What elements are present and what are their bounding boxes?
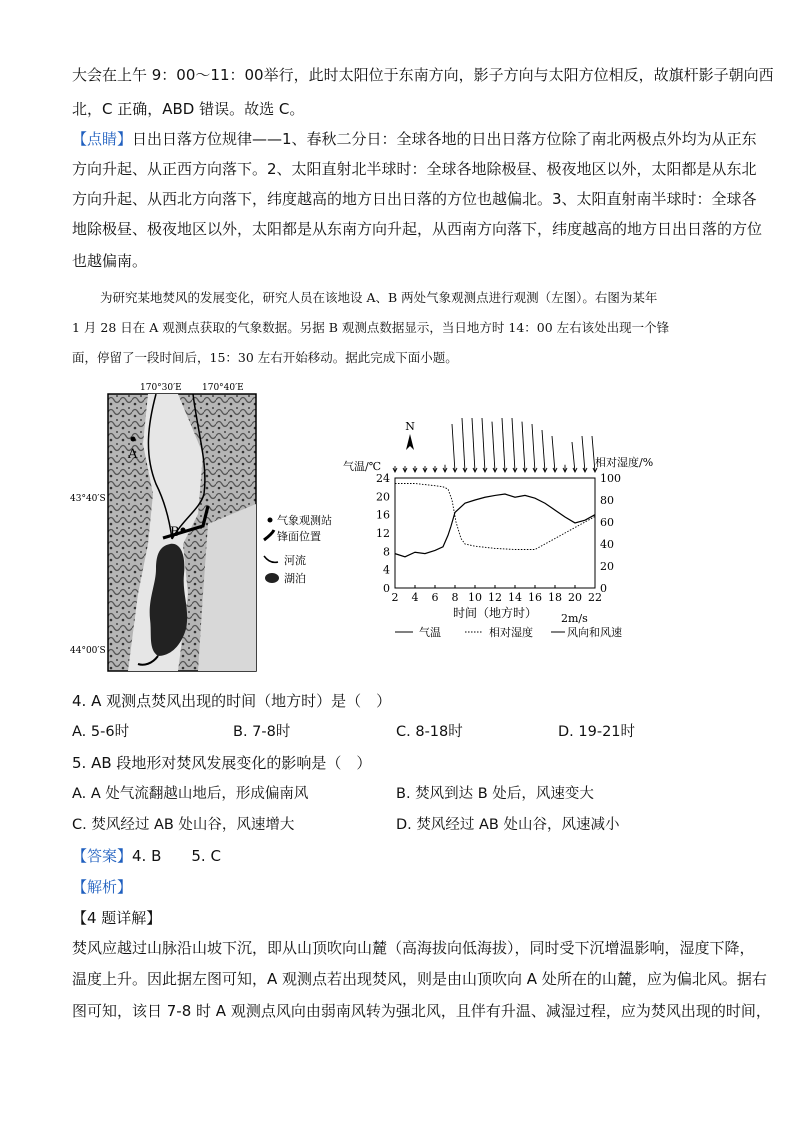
q5-option-d: D. 焚风经过 AB 处山谷，风速减小	[396, 817, 620, 833]
analysis-subtag: 【4 题详解】	[72, 909, 162, 927]
legend-river: 河流	[284, 554, 306, 567]
y-left-tick-label: 0	[383, 582, 390, 595]
q4-option-d: D. 19-21时	[558, 724, 636, 740]
answer-tag: 【答案】	[72, 847, 133, 865]
station-b-label: B	[170, 525, 180, 540]
y-right-tick-label: 0	[600, 582, 607, 595]
station-a	[131, 437, 136, 442]
wind-arrow	[592, 436, 595, 472]
y-right-tick-label: 40	[600, 538, 614, 551]
lon-label-2: 170°40′E	[202, 383, 244, 393]
x-tick-label: 20	[568, 591, 582, 604]
station-b	[181, 528, 186, 533]
x-tick-label: 8	[451, 591, 459, 604]
legend-river-symbol	[264, 556, 278, 562]
tip-tag: 【点睛】	[72, 130, 133, 148]
question-4-stem: 4. A 观测点焚风出现的时间（地方时）是（ ）	[72, 692, 392, 710]
y-right-label: 相对湿度/%	[595, 456, 654, 469]
wind-arrow	[572, 442, 575, 472]
lon-label-1: 170°30′E	[140, 383, 182, 393]
y-left-tick-label: 8	[383, 545, 390, 559]
question-5-stem: 5. AB 段地形对焚风发展变化的影响是（ ）	[72, 754, 372, 772]
intro-line: 1 月 28 日在 A 观测点获取的气象数据。另据 B 观测点数据显示，当日地方时 14：00 左右该处出现一个锋	[72, 320, 670, 335]
north-label: N	[405, 420, 415, 433]
x-tick-label: 12	[488, 591, 502, 604]
q4-option-a: A. 5-6时	[72, 724, 130, 740]
tip-text: 日出日落方位规律——1、春秋二分日：全球各地的日出日落方位除了南北两极点外均为从正东	[132, 130, 757, 148]
x-axis-label: 时间（地方时）	[452, 606, 538, 620]
y-right-tick-label: 100	[600, 472, 621, 485]
wind-arrow	[462, 418, 465, 472]
x-tick-label: 22	[588, 591, 602, 604]
y-left-tick-label: 12	[376, 527, 390, 540]
analysis-line: 焚风应越过山脉沿山坡下沉，即从山顶吹向山麓（高海拔向低海拔），同时受下沉增温影响，湿度下降，	[72, 939, 755, 957]
wind-arrow	[452, 424, 455, 472]
answer-line	[72, 845, 221, 867]
terrain-map	[70, 380, 270, 680]
tip-line	[72, 128, 757, 150]
legend-station: 气象观测站	[277, 514, 332, 527]
q5-option-c: C. 焚风经过 AB 处山谷，风速增大	[72, 817, 295, 833]
q5-option-a: A. A 处气流翻越山地后，形成偏南风	[72, 786, 309, 802]
lat-label-1: 43°40′S	[70, 494, 106, 504]
analysis-line: 图可知，该日 7-8 时 A 观测点风向由弱南风转为强北风，且伴有升温、减湿过程，应为焚风出现的时间，	[72, 1002, 771, 1020]
y-left-label: 气温/℃	[343, 460, 382, 473]
q4-option-c: C. 8-18时	[396, 724, 463, 740]
x-tick-label: 6	[431, 591, 439, 604]
text-line: 大会在上午 9：00～11：00举行，此时太阳位于东南方向，影子方向与太阳方位相反，故旗杆影子朝向西	[72, 66, 774, 84]
y-right-tick-label: 80	[600, 494, 614, 507]
x-tick-label: 10	[468, 591, 482, 604]
legend-front: 锋面位置	[277, 530, 321, 543]
x-tick-label: 4	[411, 591, 419, 604]
map-legend	[262, 512, 342, 592]
wind-arrow	[492, 422, 495, 472]
wind-arrow	[522, 422, 525, 472]
weather-chart	[340, 410, 660, 650]
y-left-tick-label: 4	[383, 563, 390, 577]
q5-option-b: B. 焚风到达 B 处后，风速变大	[396, 786, 594, 802]
legend-lake: 湖泊	[284, 572, 306, 585]
series-temperature-line	[395, 494, 595, 557]
wind-arrow	[512, 418, 515, 472]
legend-wind: 风向和风速	[567, 626, 622, 639]
answer-text: 4. B 5. C	[132, 847, 221, 865]
legend-temp: 气温	[419, 626, 441, 639]
wind-arrow	[542, 430, 545, 472]
tip-line: 地除极昼、极夜地区以外，太阳都是从东南方向升起，从西南方向落下，纬度越高的地方日出日落的方位	[72, 220, 763, 238]
y-right-tick-label: 20	[600, 560, 614, 573]
text-line: 北，C 正确，ABD 错误。故选 C。	[72, 100, 305, 118]
legend-humidity: 相对湿度	[489, 626, 533, 639]
wind-arrow	[502, 418, 505, 472]
q4-option-b: B. 7-8时	[233, 724, 291, 740]
north-arrow-icon	[406, 434, 414, 450]
y-left-tick-label: 24	[376, 472, 390, 485]
wind-arrow	[552, 436, 555, 472]
x-tick-label: 18	[548, 591, 562, 604]
wind-scale-label: 2m/s	[561, 612, 588, 625]
x-tick-label: 14	[508, 591, 522, 604]
y-left-tick-label: 20	[376, 490, 390, 504]
wind-arrow	[582, 436, 585, 472]
analysis-line: 温度上升。因此据左图可知，A 观测点若出现焚风，则是由山顶吹向 A 处所在的山麓，应为偏北风。据右	[72, 970, 767, 988]
wind-arrow	[472, 418, 475, 472]
wind-arrow	[532, 424, 535, 472]
y-left-tick-label: 16	[376, 508, 390, 522]
y-right-tick-label: 60	[600, 516, 614, 529]
x-tick-label: 16	[528, 591, 542, 604]
wind-arrow	[482, 418, 485, 472]
legend-front-symbol	[264, 530, 274, 540]
legend-station-symbol	[268, 518, 273, 523]
tip-line: 也越偏南。	[72, 252, 148, 270]
tip-line: 方向升起、从正西方向落下。2、太阳直射北半球时：全球各地除极昼、极夜地区以外，太阳都是从东北	[72, 160, 757, 178]
intro-line: 为研究某地焚风的发展变化，研究人员在该地设 A、B 两处气象观测点进行观测（左图）。右图为某年	[100, 290, 658, 305]
lat-label-2: 44°00′S	[70, 646, 106, 656]
tip-line: 方向升起、从西北方向落下，纬度越高的地方日出日落的方位也越偏北。3、太阳直射南半球时：全球各	[72, 190, 757, 208]
intro-line: 面，停留了一段时间后，15：30 左右开始移动。据此完成下面小题。	[72, 350, 458, 365]
analysis-tag: 【解析】	[72, 878, 133, 896]
legend-lake-symbol	[265, 573, 279, 583]
x-tick-label: 2	[391, 591, 399, 604]
station-a-label: A	[128, 447, 138, 462]
